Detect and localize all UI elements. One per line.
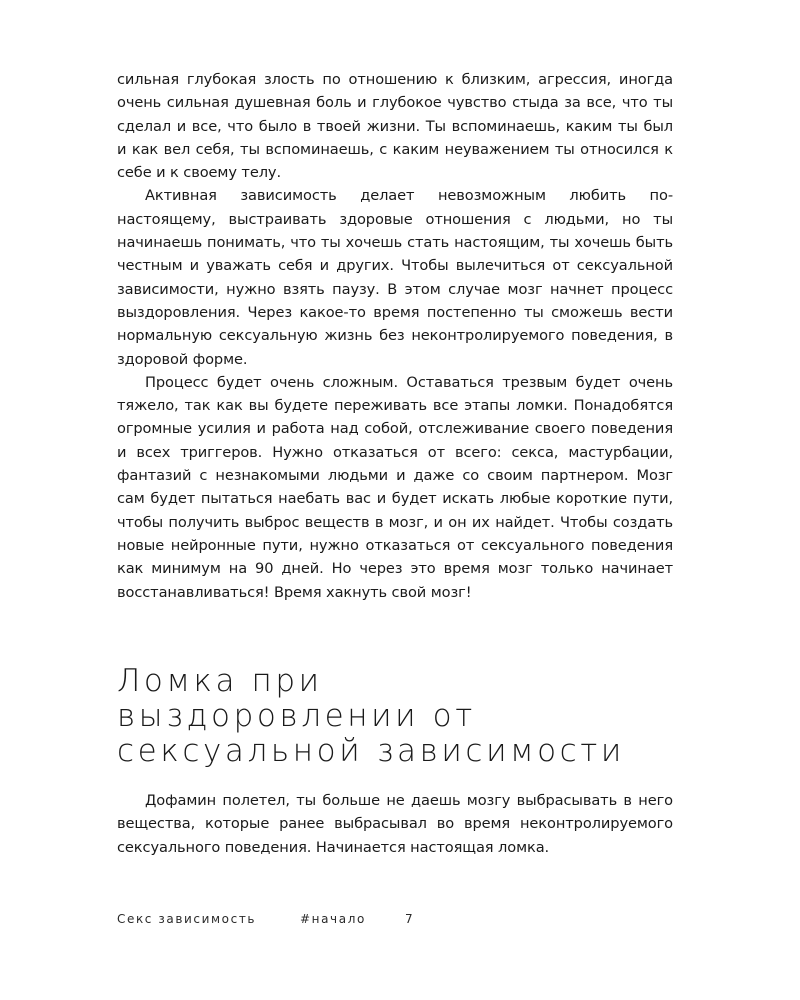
footer-book-title: Секс зависимость: [117, 912, 257, 926]
section-heading: [117, 664, 717, 769]
body-text-top: [117, 68, 673, 604]
heading-line-1: Ломка при: [117, 663, 323, 699]
heading-line-3: сексуальной зависимости: [117, 733, 625, 769]
paragraph-continuation: сильная глубокая злость по отношению к близким, агрессия, иногда очень сильная душевная боль и глубокое чувство стыда за все, что ты сделал и все, что было в твоей жизни. Ты вспоминаешь, каким ты был и как вел себя, ты вспоминаешь, с каким неуважением ты относился к себе и к своему телу.: [117, 71, 673, 182]
paragraph-process: Процесс будет очень сложным. Оставаться трезвым будет очень тяжело, так как вы будете переживать все этапы ломки. Понадобятся огромные усилия и работа над собой, отслеживание своего поведения и всех триггеров. Нужно отказаться от всего: секса, мастурбации, фантазий с незнакомыми людьми и даже со своим партнером. Мозг сам будет пытаться наебать вас и будет искать любые короткие пути, чтобы получить выброс веществ в мозг, и он их найдет. Чтобы создать новые нейронные пути, нужно отказаться от сексуального поведения как минимум на 90 дней. Но через это время мозг только начинает восстанавливаться! Время хакнуть свой мозг!: [117, 373, 673, 601]
paragraph-dopamine: Дофамин полетел, ты больше не даешь мозгу выбрасывать в него вещества, которые ранее выбрасывал во время неконтролируемого сексуального поведения. Начинается настоящая ломка.: [117, 792, 673, 856]
footer-page-number: 7: [405, 912, 415, 926]
paragraph-active-addiction: Активная зависимость делает невозможным любить по-настоящему, выстраивать здоровые отношения с людьми, но ты начинаешь понимать, что ты хочешь стать настоящим, ты хочешь быть честным и уважать себя и других. Чтобы вылечиться от сексуальной зависимости, нужно взять паузу. В этом случае мозг начнет процесс выздоровления. Через какое-то время постепенно ты сможешь вести нормальную сексуальную жизнь без неконтролируемого поведения, в здоровой форме.: [117, 187, 673, 368]
heading-line-2: выздоровлении от: [117, 698, 476, 734]
body-text-bottom: [117, 789, 673, 859]
footer-tag: #начало: [300, 912, 366, 926]
